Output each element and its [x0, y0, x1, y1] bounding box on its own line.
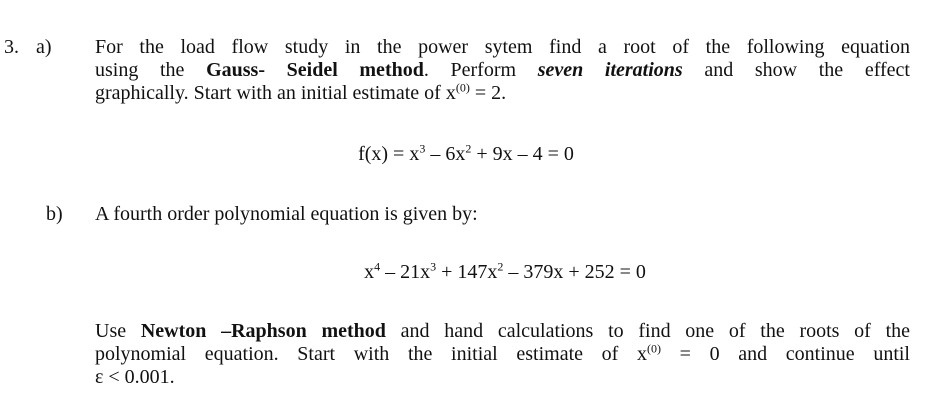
part-b-line-1-text: A fourth order polynomial equation is given by: — [95, 203, 478, 225]
eq-a-mid: – 6x — [425, 143, 466, 165]
eq-b-s2: 3 — [430, 259, 437, 274]
part-b-line-2-post: and hand calculations to find one of the roots of the — [385, 320, 911, 342]
eq-a-exp-2: 2 — [465, 141, 472, 156]
eq-a-pre: f(x) = x — [358, 143, 420, 165]
newton-raphson-method-term: Newton –Raphson method — [140, 320, 386, 342]
part-b-line-3-pre: polynomial equation. Start with the initial estimate of x — [95, 343, 647, 365]
part-a-line-2-post: and show the effect — [682, 59, 910, 81]
eq-b-t2: – 21x — [380, 261, 431, 283]
part-b-line-2 — [95, 320, 910, 342]
gauss-seidel-method-term: Gauss- Seidel method — [206, 59, 424, 81]
initial-estimate-superscript: (0) — [455, 80, 470, 95]
eq-b-t3: + 147x — [436, 261, 498, 283]
part-b-line-4 — [95, 366, 175, 388]
eq-a-post: + 9x – 4 = 0 — [471, 143, 574, 165]
part-b-line-3-post: = 0 and continue until — [660, 343, 910, 365]
part-a-line-2-mid: . Perform — [423, 59, 538, 81]
part-a-line-1 — [95, 36, 910, 58]
seven-iterations-term: seven iterations — [537, 59, 683, 81]
eq-b-t1: x — [364, 261, 375, 283]
part-a-line-3-post: = 2. — [469, 82, 507, 104]
part-b-line-3 — [95, 343, 910, 365]
eq-a-exp-1: 3 — [419, 141, 426, 156]
part-a-line-2-pre: using the — [95, 59, 207, 81]
eq-b-s1: 4 — [374, 259, 381, 274]
part-a-line-2 — [95, 59, 910, 81]
part-a-line-1-text: For the load flow study in the power sytem find a root of the following equation — [95, 36, 910, 58]
eq-b-t4: – 379x + 252 = 0 — [503, 261, 646, 283]
part-a-equation — [280, 143, 652, 165]
question-number: 3. — [4, 36, 19, 58]
eq-b-s3: 2 — [497, 259, 504, 274]
tolerance-text: ε < 0.001. — [95, 366, 175, 388]
newton-initial-superscript: (0) — [646, 341, 661, 356]
part-a-line-3-pre: graphically. Start with an initial estimate of x — [95, 82, 456, 104]
part-b-line-1 — [95, 203, 478, 225]
part-b-label: b) — [46, 203, 63, 225]
part-a-line-3 — [95, 82, 506, 104]
part-b-line-2-pre: Use — [95, 320, 141, 342]
part-b-equation — [280, 261, 730, 283]
part-a-label: a) — [36, 36, 52, 58]
